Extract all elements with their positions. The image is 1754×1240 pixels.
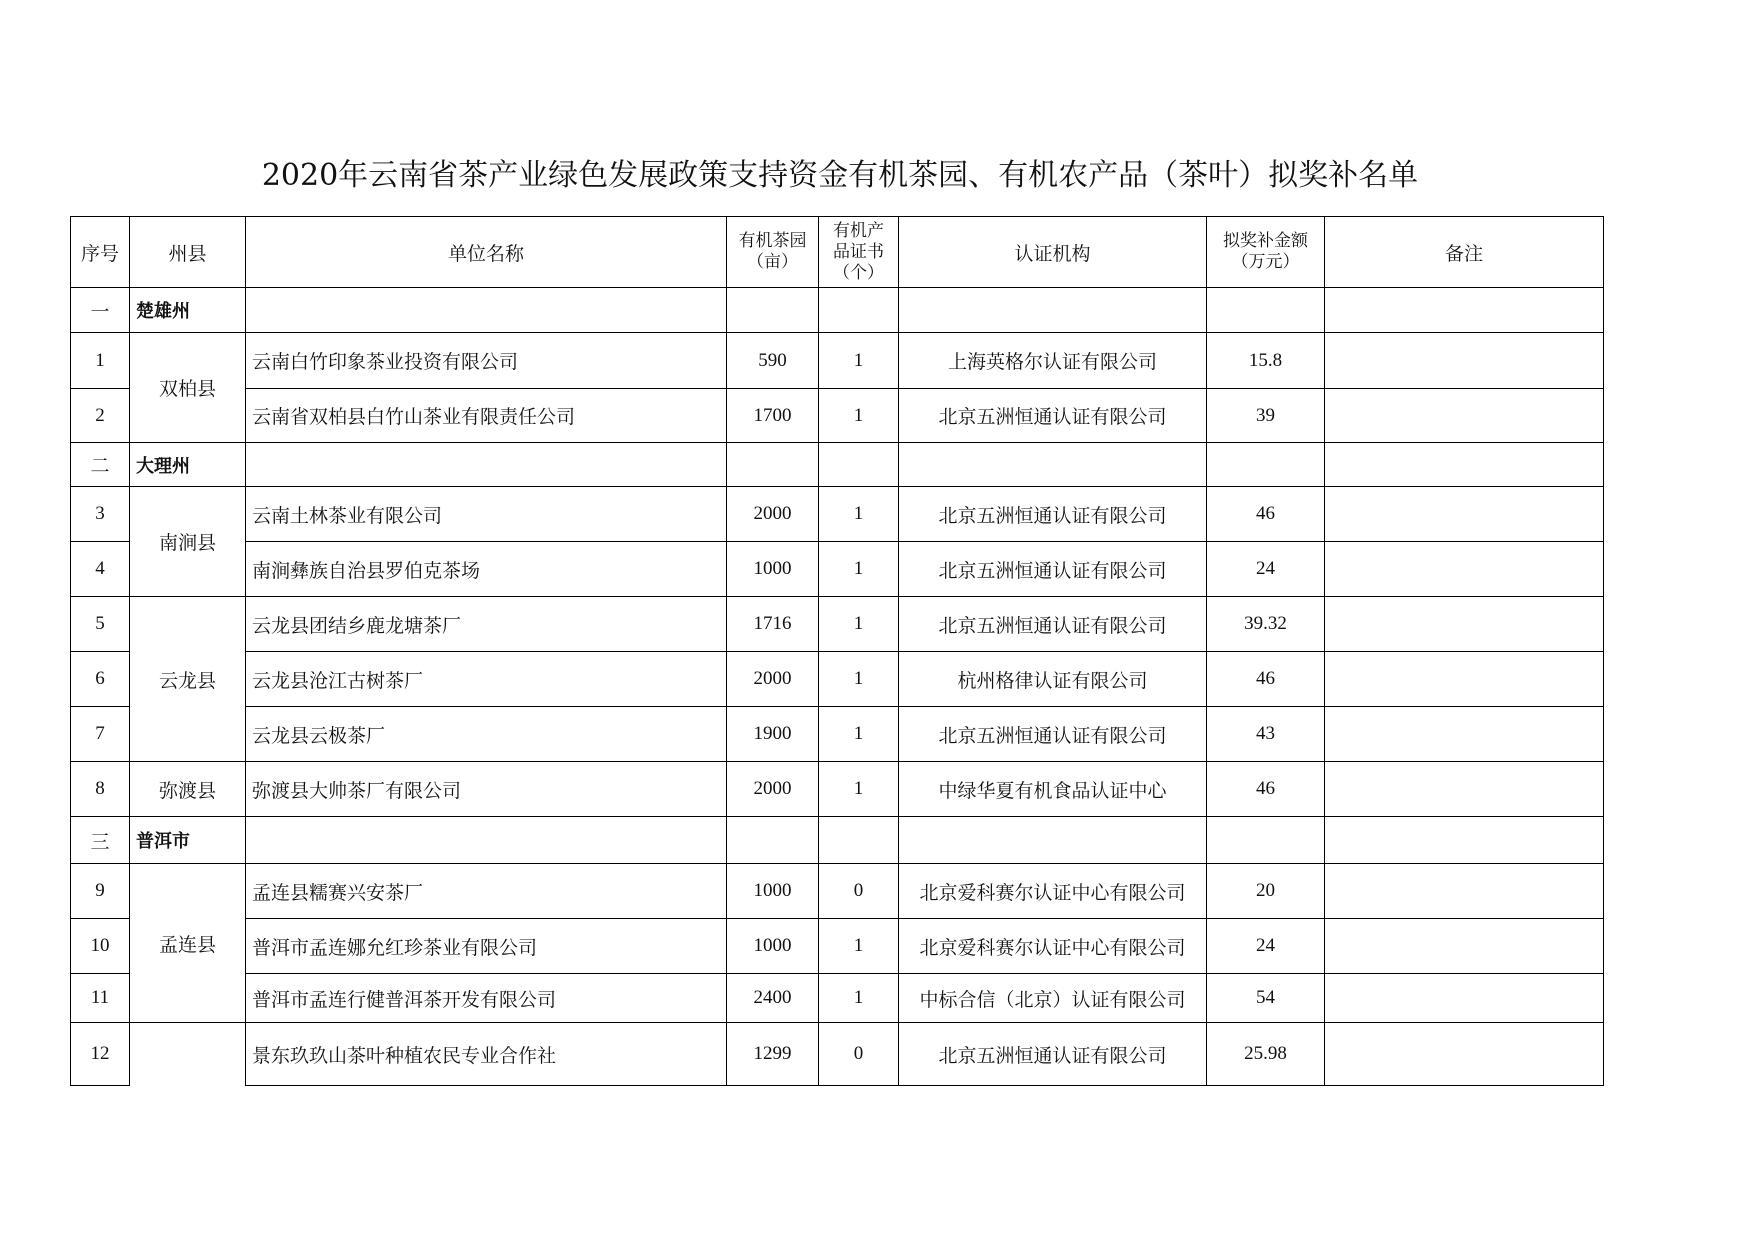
- row-unit: 南涧彝族自治县罗伯克茶场: [246, 542, 727, 597]
- row-seq: 1: [71, 333, 130, 389]
- row-remark: [1325, 389, 1604, 443]
- row-area: 1716: [727, 597, 819, 652]
- row-cert: 0: [819, 864, 899, 919]
- row-seq: 12: [71, 1023, 130, 1086]
- row-remark: [1325, 974, 1604, 1023]
- row-unit: 云龙县团结乡鹿龙塘茶厂: [246, 597, 727, 652]
- row-remark: [1325, 487, 1604, 542]
- row-area: 1299: [727, 1023, 819, 1086]
- table-row: [71, 542, 1604, 597]
- row-seq: 7: [71, 707, 130, 762]
- row-area: 1700: [727, 389, 819, 443]
- header-cert-line2: 品证书: [833, 241, 884, 262]
- row-remark: [1325, 597, 1604, 652]
- row-org: 北京爱科赛尔认证中心有限公司: [899, 864, 1207, 919]
- row-unit: 云龙县云极茶厂: [246, 707, 727, 762]
- row-amount: 43: [1207, 707, 1325, 762]
- row-area: 2000: [727, 487, 819, 542]
- row-amount: 15.8: [1207, 333, 1325, 389]
- table-row: [71, 864, 1604, 919]
- group-seq: 三: [71, 817, 130, 864]
- row-cert: 1: [819, 974, 899, 1023]
- row-seq: 10: [71, 919, 130, 974]
- row-amount: 25.98: [1207, 1023, 1325, 1086]
- row-org: 杭州格律认证有限公司: [899, 652, 1207, 707]
- table-row: [71, 762, 1604, 817]
- row-cert: 1: [819, 597, 899, 652]
- row-remark: [1325, 542, 1604, 597]
- county-cell: 南涧县: [130, 487, 246, 597]
- row-seq: 8: [71, 762, 130, 817]
- row-org: 北京五洲恒通认证有限公司: [899, 1023, 1207, 1086]
- table-row: [71, 919, 1604, 974]
- table-header-row: [71, 217, 1604, 288]
- row-seq: 5: [71, 597, 130, 652]
- group-name: 大理州: [130, 443, 246, 487]
- header-amount-line1: 拟奖补金额: [1223, 231, 1308, 251]
- county-cell: [130, 1023, 246, 1086]
- header-amount-line2: （万元）: [1231, 252, 1300, 272]
- header-seq: 序号: [71, 217, 130, 288]
- table-row: [71, 487, 1604, 542]
- row-remark: [1325, 707, 1604, 762]
- row-cert: 1: [819, 487, 899, 542]
- header-cert-line3: （个）: [833, 262, 884, 283]
- row-remark: [1325, 1023, 1604, 1086]
- row-org: 北京五洲恒通认证有限公司: [899, 707, 1207, 762]
- row-amount: 54: [1207, 974, 1325, 1023]
- row-unit: 云南白竹印象茶业投资有限公司: [246, 333, 727, 389]
- row-unit: 弥渡县大帅茶厂有限公司: [246, 762, 727, 817]
- row-org: 北京爱科赛尔认证中心有限公司: [899, 919, 1207, 974]
- county-cell: 弥渡县: [130, 762, 246, 817]
- row-seq: 9: [71, 864, 130, 919]
- row-seq: 2: [71, 389, 130, 443]
- row-cert: 1: [819, 762, 899, 817]
- row-unit: 云龙县沧江古树茶厂: [246, 652, 727, 707]
- header-cert: [819, 217, 899, 288]
- table-row: [71, 707, 1604, 762]
- row-area: 2400: [727, 974, 819, 1023]
- row-cert: 1: [819, 389, 899, 443]
- row-amount: 24: [1207, 919, 1325, 974]
- row-unit: 景东玖玖山茶叶种植农民专业合作社: [246, 1023, 727, 1086]
- subsidy-table: [70, 216, 1604, 1086]
- row-unit: 云南省双柏县白竹山茶业有限责任公司: [246, 389, 727, 443]
- group-name: 楚雄州: [130, 288, 246, 333]
- row-org: 北京五洲恒通认证有限公司: [899, 389, 1207, 443]
- county-cell: 双柏县: [130, 333, 246, 443]
- table-row: [71, 652, 1604, 707]
- row-org: 中绿华夏有机食品认证中心: [899, 762, 1207, 817]
- header-org: 认证机构: [899, 217, 1207, 288]
- row-org: 上海英格尔认证有限公司: [899, 333, 1207, 389]
- row-cert: 1: [819, 333, 899, 389]
- row-unit: 普洱市孟连娜允红珍茶业有限公司: [246, 919, 727, 974]
- row-unit: 孟连县糯赛兴安茶厂: [246, 864, 727, 919]
- row-area: 590: [727, 333, 819, 389]
- row-area: 2000: [727, 762, 819, 817]
- table-row: [71, 597, 1604, 652]
- group-seq: 一: [71, 288, 130, 333]
- row-amount: 46: [1207, 652, 1325, 707]
- group-row: [71, 288, 1604, 333]
- row-org: 中标合信（北京）认证有限公司: [899, 974, 1207, 1023]
- row-org: 北京五洲恒通认证有限公司: [899, 487, 1207, 542]
- row-org: 北京五洲恒通认证有限公司: [899, 597, 1207, 652]
- row-cert: 1: [819, 652, 899, 707]
- header-unit: 单位名称: [246, 217, 727, 288]
- row-area: 1000: [727, 864, 819, 919]
- table-row: [71, 389, 1604, 443]
- row-seq: 3: [71, 487, 130, 542]
- row-cert: 1: [819, 919, 899, 974]
- row-org: 北京五洲恒通认证有限公司: [899, 542, 1207, 597]
- group-row: [71, 443, 1604, 487]
- row-remark: [1325, 762, 1604, 817]
- row-amount: 46: [1207, 487, 1325, 542]
- table-row: [71, 974, 1604, 1023]
- row-area: 1000: [727, 542, 819, 597]
- header-remark: 备注: [1325, 217, 1604, 288]
- group-seq: 二: [71, 443, 130, 487]
- header-area-line1: 有机茶园: [738, 231, 807, 251]
- row-remark: [1325, 333, 1604, 389]
- row-cert: 0: [819, 1023, 899, 1086]
- row-amount: 39.32: [1207, 597, 1325, 652]
- group-row: [71, 817, 1604, 864]
- group-name: 普洱市: [130, 817, 246, 864]
- row-area: 2000: [727, 652, 819, 707]
- row-remark: [1325, 652, 1604, 707]
- header-area: [727, 217, 819, 288]
- header-county: 州县: [130, 217, 246, 288]
- row-remark: [1325, 919, 1604, 974]
- row-remark: [1325, 864, 1604, 919]
- header-cert-line1: 有机产: [833, 220, 884, 241]
- header-amount: [1207, 217, 1325, 288]
- page-title: 2020年云南省茶产业绿色发展政策支持资金有机茶园、有机农产品（茶叶）拟奖补名单: [261, 158, 1419, 193]
- row-unit: 云南土林茶业有限公司: [246, 487, 727, 542]
- row-amount: 20: [1207, 864, 1325, 919]
- county-cell: 孟连县: [130, 864, 246, 1023]
- row-amount: 39: [1207, 389, 1325, 443]
- table-row: [71, 333, 1604, 389]
- row-cert: 1: [819, 707, 899, 762]
- row-area: 1900: [727, 707, 819, 762]
- row-seq: 4: [71, 542, 130, 597]
- table-row: [71, 1023, 1604, 1086]
- header-area-line2: （亩）: [747, 252, 798, 272]
- row-unit: 普洱市孟连行健普洱茶开发有限公司: [246, 974, 727, 1023]
- row-amount: 24: [1207, 542, 1325, 597]
- county-cell: 云龙县: [130, 597, 246, 762]
- row-amount: 46: [1207, 762, 1325, 817]
- row-seq: 6: [71, 652, 130, 707]
- row-cert: 1: [819, 542, 899, 597]
- row-seq: 11: [71, 974, 130, 1023]
- row-area: 1000: [727, 919, 819, 974]
